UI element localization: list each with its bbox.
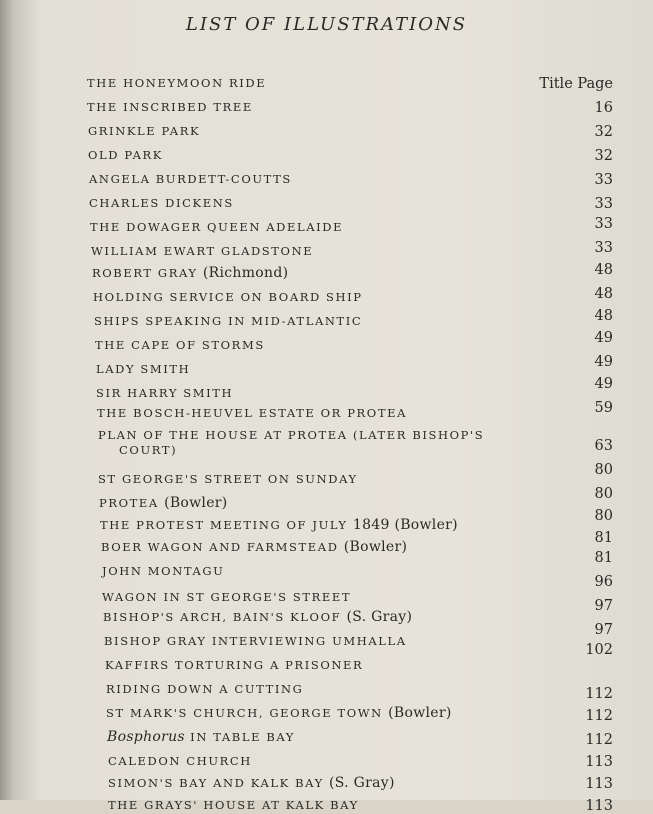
illustration-title xyxy=(87,100,253,115)
illustration-title-text: PLAN OF THE HOUSE AT PROTEA (LATER BISHOP'S COURT) xyxy=(98,428,485,457)
illustration-title xyxy=(102,564,224,579)
list-item xyxy=(92,262,613,281)
page-number: 97 xyxy=(594,622,613,638)
illustration-title xyxy=(94,314,362,329)
page-number: 63 xyxy=(594,438,613,454)
list-item xyxy=(106,705,613,724)
illustration-title-text: PROTEA xyxy=(99,496,159,510)
page-number: 80 xyxy=(594,486,613,502)
page-number: Title Page xyxy=(539,76,613,92)
page-number: 80 xyxy=(594,508,613,524)
page-number: 49 xyxy=(594,354,613,370)
list-item xyxy=(107,729,613,748)
illustration-title xyxy=(96,362,190,377)
page-number: 97 xyxy=(594,598,613,614)
list-item xyxy=(95,330,613,353)
illustration-credit: 1849 (Bowler) xyxy=(352,517,458,533)
italic-ship-name: Bosphorus xyxy=(107,729,185,745)
list-item xyxy=(108,798,613,813)
illustration-title xyxy=(93,290,363,305)
illustration-title-text: SIMON'S BAY AND KALK BAY xyxy=(108,776,324,790)
illustration-title xyxy=(95,338,265,353)
illustration-credit: (Bowler) xyxy=(388,705,452,721)
list-item xyxy=(99,486,613,511)
page-number: 48 xyxy=(594,262,613,278)
illustration-title-text: IN TABLE BAY xyxy=(190,730,295,744)
illustration-title xyxy=(108,798,359,813)
illustration-title-text: ST GEORGE'S STREET ON SUNDAY xyxy=(98,472,358,486)
list-item xyxy=(104,622,613,649)
list-item xyxy=(88,148,613,163)
illustration-title-text: JOHN MONTAGU xyxy=(102,564,225,578)
illustration-title xyxy=(99,496,228,511)
illustration-title-text: WAGON IN ST GEORGE'S STREET xyxy=(102,590,352,604)
list-item xyxy=(96,376,613,401)
page-number: 81 xyxy=(594,550,613,566)
list-item xyxy=(90,216,613,235)
list-item xyxy=(100,508,613,533)
page-number: 112 xyxy=(585,708,613,724)
page-number: 32 xyxy=(594,148,613,164)
illustration-title xyxy=(88,148,163,163)
illustration-title xyxy=(89,196,234,211)
illustration-title-text: THE INSCRIBED TREE xyxy=(87,100,253,114)
page-number: 80 xyxy=(594,462,613,478)
illustration-title xyxy=(91,244,313,259)
illustration-title xyxy=(100,518,458,533)
list-item xyxy=(108,754,613,769)
list-item xyxy=(102,574,613,605)
illustration-title-text: BISHOP GRAY INTERVIEWING UMHALLA xyxy=(104,634,407,648)
illustration-title xyxy=(92,266,288,281)
illustration-title-text: BISHOP'S ARCH, BAIN'S KLOOF xyxy=(103,610,342,624)
illustration-credit: (Bowler) xyxy=(164,495,228,511)
illustration-title xyxy=(108,754,252,769)
illustration-title xyxy=(105,658,363,673)
page-number: 48 xyxy=(594,286,613,302)
illustration-title-text: KAFFIRS TORTURING A PRISONER xyxy=(105,658,364,672)
list-item xyxy=(105,642,613,673)
illustration-title-text: OLD PARK xyxy=(88,148,163,162)
page-heading: LIST OF ILLUSTRATIONS xyxy=(185,14,468,35)
illustration-title-text: HOLDING SERVICE ON BOARD SHIP xyxy=(93,290,363,304)
illustration-title xyxy=(89,172,292,187)
list-item xyxy=(106,682,613,702)
list-item xyxy=(91,240,613,259)
list-item xyxy=(89,172,613,187)
page-number: 81 xyxy=(594,530,613,546)
page-number: 33 xyxy=(594,196,613,212)
illustration-credit: (Richmond) xyxy=(202,265,289,281)
illustration-title xyxy=(98,472,358,487)
list-item xyxy=(96,354,613,377)
illustration-title xyxy=(97,406,407,421)
illustration-title xyxy=(88,124,200,139)
list-item xyxy=(108,776,613,791)
page-number: 48 xyxy=(594,308,613,324)
page-number: 112 xyxy=(585,732,613,748)
page-number: 112 xyxy=(585,686,613,702)
illustration-title-text: CHARLES DICKENS xyxy=(89,196,234,210)
illustration-title-text: GRINKLE PARK xyxy=(88,124,201,138)
illustration-title-text: CALEDON CHURCH xyxy=(108,754,252,768)
list-item xyxy=(93,286,613,305)
illustration-title xyxy=(104,634,407,649)
illustration-credit: (S. Gray) xyxy=(329,775,395,791)
illustration-title-text: ANGELA BURDETT-COUTTS xyxy=(89,172,292,186)
illustration-title xyxy=(98,428,484,458)
illustration-title xyxy=(87,76,266,91)
page-number: 32 xyxy=(594,124,613,140)
illustration-title-text: THE CAPE OF STORMS xyxy=(95,338,265,352)
page-number: 113 xyxy=(585,754,613,770)
illustration-title-text: SHIPS SPEAKING IN MID-ATLANTIC xyxy=(94,314,363,328)
page-number: 49 xyxy=(594,376,613,392)
list-item xyxy=(98,462,613,487)
list-item xyxy=(101,530,613,555)
illustration-title xyxy=(96,386,233,401)
page-number: 59 xyxy=(594,400,613,416)
illustration-title xyxy=(106,682,303,697)
illustration-title-text: THE PROTEST MEETING OF JULY xyxy=(100,518,348,532)
illustration-title xyxy=(101,540,407,555)
page-number: 33 xyxy=(594,240,613,256)
illustration-title xyxy=(102,590,351,605)
page-number: 33 xyxy=(594,216,613,232)
illustration-credit: (S. Gray) xyxy=(346,609,413,625)
list-item xyxy=(103,598,613,625)
page-number: 113 xyxy=(585,798,613,814)
page-number: 16 xyxy=(594,100,613,116)
illustration-title xyxy=(103,610,412,625)
page-number: 96 xyxy=(594,574,613,590)
page-number: 33 xyxy=(594,172,613,188)
list-item xyxy=(102,550,613,579)
list-item xyxy=(88,124,613,139)
list-item xyxy=(97,400,613,421)
illustration-title-text: WILLIAM EWART GLADSTONE xyxy=(91,244,314,258)
illustration-title-text: THE BOSCH-HEUVEL ESTATE OR PROTEA xyxy=(97,406,407,420)
page-number: 113 xyxy=(585,776,613,792)
illustration-title-text: RIDING DOWN A CUTTING xyxy=(106,682,304,696)
list-item xyxy=(87,100,613,115)
page-number: 49 xyxy=(594,330,613,346)
page-number: 102 xyxy=(585,642,613,658)
illustration-title xyxy=(106,706,452,721)
illustration-credit: (Bowler) xyxy=(343,539,408,555)
illustration-title-text: LADY SMITH xyxy=(96,362,191,376)
illustration-title xyxy=(107,730,295,745)
illustration-title-text: THE DOWAGER QUEEN ADELAIDE xyxy=(90,220,344,234)
illustration-title-text: BOER WAGON AND FARMSTEAD xyxy=(101,540,339,554)
illustration-title xyxy=(90,220,343,235)
illustration-title-text: ROBERT GRAY xyxy=(92,266,198,280)
illustration-title-text: THE GRAYS' HOUSE AT KALK BAY xyxy=(108,798,359,812)
list-item xyxy=(87,76,613,91)
list-item xyxy=(89,196,613,211)
illustration-title-text: SIR HARRY SMITH xyxy=(96,386,234,400)
illustration-title-text: ST MARK'S CHURCH, GEORGE TOWN xyxy=(106,706,383,720)
illustration-title xyxy=(108,776,395,791)
list-item xyxy=(98,428,613,458)
illustration-title-text: THE HONEYMOON RIDE xyxy=(87,76,267,90)
list-item xyxy=(94,308,613,329)
